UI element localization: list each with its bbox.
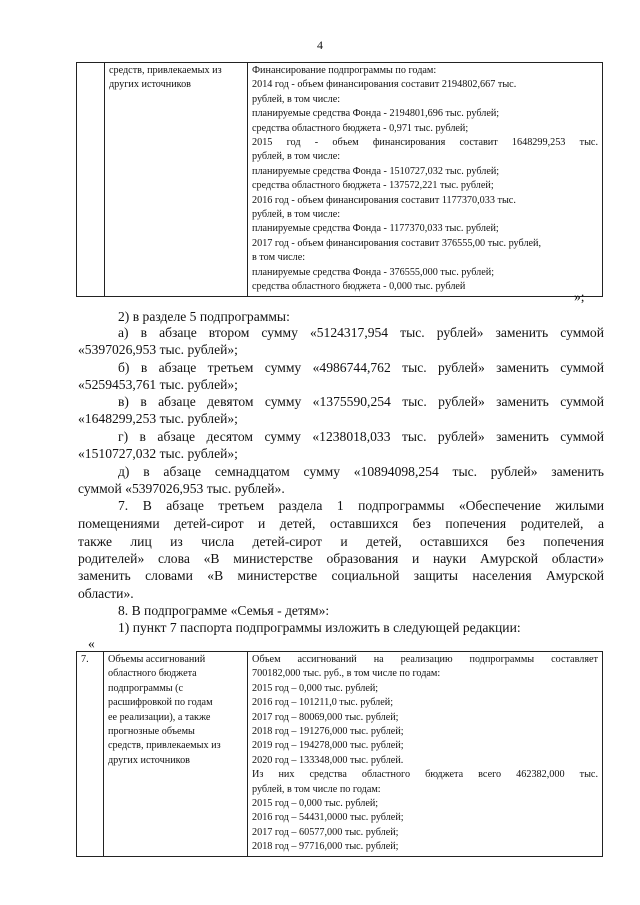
cell-line: 2016 год – 101211,0 тыс. рублей; [252,697,394,709]
label-cell [104,652,248,857]
cell-line: 2015 год - объем финансирования составит 1648299,253 тыс. [252,137,598,149]
cell-line: 2020 год – 133348,000 тыс. рублей. [252,754,404,766]
table-row [77,652,603,857]
cell-line: рублей, в том числе: [252,209,341,221]
cell-line: прогнозные объемы [108,726,195,738]
cell-line: средств, привлекаемых из [108,740,221,752]
paragraph-line: 1) пункт 7 паспорта подпрограммы изложить в следующей редакции: [118,620,521,635]
cell-line: средства областного бюджета - 0,000 тыс. рублей [252,281,466,293]
cell-line: других источников [109,79,191,91]
number-cell [77,63,105,297]
cell-line: рублей, в том числе: [252,151,341,163]
cell-line: планируемые средства Фонда - 1177370,033 тыс. рублей; [252,223,499,235]
paragraph-line: 7. В абзаце третьем раздела 1 подпрограммы «Обеспечение жилыми [118,498,604,513]
cell-line: расшифровкой по годам [108,697,213,709]
cell-line: в том числе: [252,252,306,264]
content-cell [248,63,603,297]
cell-line: Финансирование подпрограммы по годам: [252,65,437,76]
cell-line: областного бюджета [108,668,197,680]
paragraph-line: заменить словами «В министерстве социальной защиты населения Амурской [78,568,604,583]
closing-quote: »; [574,289,585,304]
paragraph-line: а) в абзаце втором сумму «5124317,954 тыс. рублей» заменить суммой [118,325,604,340]
cell-line: 700182,000 тыс. руб., в том числе по годам: [252,668,441,680]
paragraph-line: «1510727,032 тыс. рублей»; [78,446,238,461]
cell-line: других источников [108,754,190,766]
cell-line: рублей, в том числе по годам: [252,783,381,795]
cell-line: 2019 год – 194278,000 тыс. рублей; [252,740,404,752]
cell-line: Объем ассигнований на реализацию подпрограммы составляет [252,654,598,665]
cell-line: 2014 год - объем финансирования составит 2194802,667 тыс. [252,79,517,91]
cell-line: 2017 год - объем финансирования составит 376555,00 тыс. рублей, [252,237,542,249]
number-cell: 7. [77,652,104,857]
paragraph-line: д) в абзаце семнадцатом сумму «10894098,254 тыс. рублей» заменить [118,464,604,479]
cell-line: 2017 год – 80069,000 тыс. рублей; [252,711,399,723]
paragraph-line: в) в абзаце девятом сумму «1375590,254 тыс. рублей» заменить суммой [118,394,604,409]
cell-line: Объемы ассигнований [108,654,206,665]
paragraph-line: родителей» слова «В министерстве образования и науки Амурской области» [78,551,604,566]
cell-line: рублей, в том числе: [252,93,341,105]
table-row [77,63,603,297]
cell-line: планируемые средства Фонда - 2194801,696 тыс. рублей; [252,108,500,120]
paragraph-line: 8. В подпрограмме «Семья - детям»: [118,603,330,618]
paragraph-line: 2) в разделе 5 подпрограммы: [118,309,290,324]
cell-line: 2016 год – 54431,0000 тыс. рублей; [252,812,404,824]
funding-table-new [76,651,603,857]
cell-line: подпрограммы (с [108,682,184,694]
paragraph-line: «5259453,761 тыс. рублей»; [78,377,238,392]
funding-table-continuation [76,62,603,297]
cell-line: средств, привлекаемых из [109,65,222,76]
paragraph-line: «5397026,953 тыс. рублей»; [78,342,238,357]
cell-line: планируемые средства Фонда - 1510727,032 тыс. рублей; [252,165,500,177]
page-number: 4 [317,38,323,52]
cell-line: 2015 год – 0,000 тыс. рублей; [252,682,379,694]
paragraph-line: суммой «5397026,953 тыс. рублей». [78,481,285,496]
label-cell [105,63,248,297]
paragraph-line: также лиц из числа детей-сирот и детей, оставшихся без попечения [78,534,604,549]
content-cell [248,652,603,857]
paragraph-line: «1648299,253 тыс. рублей»; [78,411,238,426]
cell-line: 2015 год – 0,000 тыс. рублей; [252,798,379,810]
cell-line: 2016 год - объем финансирования составит 1177370,033 тыс. [252,194,516,206]
cell-line: ее реализации), а также [108,711,211,723]
cell-line: Из них средства областного бюджета всего 462382,000 тыс. [252,769,598,781]
paragraph-line: помещениями детей-сирот и детей, оставшихся без попечения родителей, а [78,516,604,531]
paragraph-line: г) в абзаце десятом сумму «1238018,033 тыс. рублей» заменить суммой [118,429,604,444]
cell-line: 2018 год – 191276,000 тыс. рублей; [252,726,404,738]
cell-line: 2018 год – 97716,000 тыс. рублей; [252,841,399,853]
paragraph-line: области». [78,586,134,601]
cell-line: 2017 год – 60577,000 тыс. рублей; [252,826,399,838]
paragraph-line: б) в абзаце третьем сумму «4986744,762 тыс. рублей» заменить суммой [118,360,604,375]
cell-line: планируемые средства Фонда - 376555,000 тыс. рублей; [252,266,495,278]
cell-line: средства областного бюджета - 0,971 тыс. рублей; [252,122,469,134]
opening-quote: « [88,636,95,651]
cell-line: средства областного бюджета - 137572,221 тыс. рублей; [252,180,494,192]
